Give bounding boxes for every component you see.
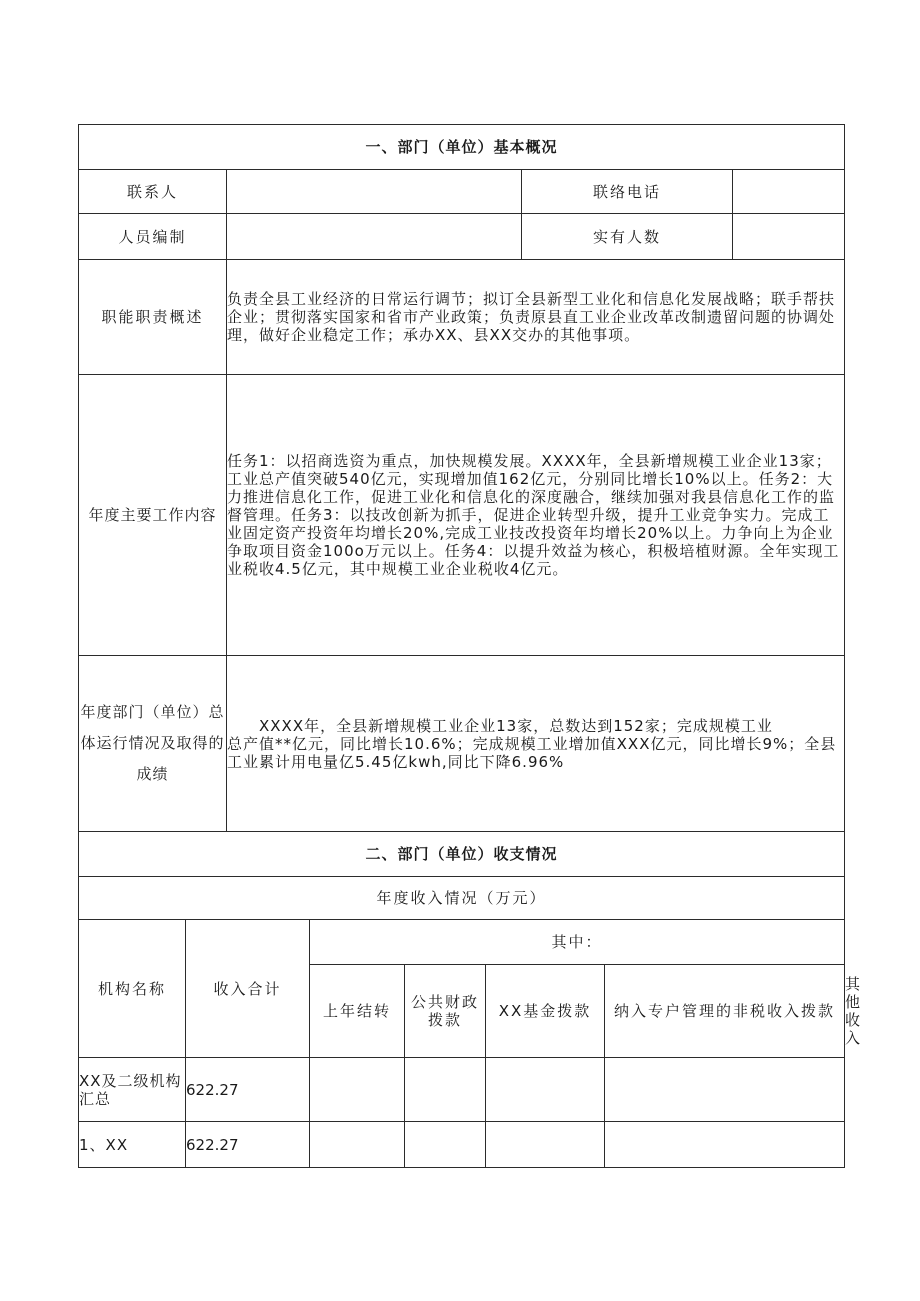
duties-text: 负责全县工业经济的日常运行调节；拟订全县新型工业化和信息化发展战略；联手帮扶企业；贯彻落实国家和省市产业政策；负责原县直工业企业改革改制遗留问题的协调处理，做好企业稳定工作；承办XX、县XX交办的其他事项。 — [227, 260, 845, 375]
summary-line-3: 工业累计用电量亿5.45亿kwh,同比下降6.96% — [227, 752, 565, 771]
col-income-total: 收入合计 — [186, 920, 310, 1058]
row-public-finance[interactable] — [405, 1058, 486, 1122]
col-nontax: 纳入专户管理的非税收入拨款 — [605, 965, 845, 1058]
actual-staff-label: 实有人数 — [522, 214, 733, 260]
income-caption: 年度收入情况（万元） — [79, 877, 845, 920]
staffing-value-cell[interactable] — [227, 214, 522, 260]
row-carryover[interactable] — [310, 1122, 405, 1168]
col-carryover: 上年结转 — [310, 965, 405, 1058]
table-row — [79, 1058, 845, 1122]
phone-value-cell[interactable] — [733, 170, 845, 214]
department-overview-table: 一、部门（单位）基本概况 联系人 联络电话 人员编制 实有人数 职能职责概述 负责全县工业经济的日常运行调节；拟订全县新型工业化和信息化发展战略；联手帮扶企业；贯彻落实国家和省市产业政策；负责原县直工业企业改革改制遗留问题的协调处理，做好企业稳定工作；承办XX、县XX交办的其他事项。 年度主要工作内容 任务1：以招商选资为重点，加快规模发展。XXXX年，全县新增规模工业企业13家；工业总产值突破540亿元，实现增加值162亿元，分别同比增长10%以上。任务2：大力推进信息化工作，促进工业化和信息化的深度融合，继续加强对我县信息化工作的监督管理。任务3：以技改创新为抓手，促进企业转型升级，提升工业竞争实力。完成工业固定资产投资年均增长20%,完成工业技改投资年均增长20%以上。力争向上为企业争取项目资金100o万元以上。任务4：以提升效益为核心，积极培植财源。全年实现工业税收4.5亿元，其中规模工业企业税收4亿元。 年度部门（单位）总体运行情况及取得的成绩 XXXX年，全县新增规模工业企业13家，总数达到152家；完成规模工业 总产值**亿元，同比增长10.6%；完成规模工业增加值XXX亿元，同比增长9%；全县 工业累计用电量亿5.45亿kwh,同比下降6.96% 二、部门（单位）收支情况 年度收入情况（万元） 机构名称 收入合计 其中： 上年结转 公共财政拨款 XX基金拨款 纳入专户管理的非税收入拨款 其他收入 XX及二级机构汇总 622.27 1、XX 622.27 — [78, 124, 845, 1168]
summary-label: 年度部门（单位）总体运行情况及取得的成绩 — [79, 656, 227, 832]
row-income-total: 622.27 — [186, 1122, 310, 1168]
summary-text-cell — [227, 656, 845, 832]
row-nontax[interactable] — [605, 1122, 845, 1168]
row-carryover[interactable] — [310, 1058, 405, 1122]
summary-line-2: 总产值**亿元，同比增长10.6%；完成规模工业增加值XXX亿元，同比增长9%；全县 — [227, 734, 837, 753]
section2-title: 二、部门（单位）收支情况 — [79, 832, 845, 877]
col-fund: XX基金拨款 — [486, 965, 605, 1058]
phone-label: 联络电话 — [522, 170, 733, 214]
row-public-finance[interactable] — [405, 1122, 486, 1168]
actual-staff-value-cell[interactable] — [733, 214, 845, 260]
annual-work-label: 年度主要工作内容 — [79, 375, 227, 656]
row-nontax[interactable] — [605, 1058, 845, 1122]
staffing-label: 人员编制 — [79, 214, 227, 260]
row-income-total: 622.27 — [186, 1058, 310, 1122]
row-org-name: XX及二级机构汇总 — [79, 1058, 186, 1122]
duties-label: 职能职责概述 — [79, 260, 227, 375]
table-row — [79, 1122, 845, 1168]
summary-line-1: XXXX年，全县新增规模工业企业13家，总数达到152家；完成规模工业 — [259, 716, 773, 735]
col-of-which: 其中： — [310, 920, 845, 965]
contact-label: 联系人 — [79, 170, 227, 214]
col-org-name: 机构名称 — [79, 920, 186, 1058]
row-fund[interactable] — [486, 1058, 605, 1122]
contact-value-cell[interactable] — [227, 170, 522, 214]
annual-work-text: 任务1：以招商选资为重点，加快规模发展。XXXX年，全县新增规模工业企业13家；工业总产值突破540亿元，实现增加值162亿元，分别同比增长10%以上。任务2：大力推进信息化工作，促进工业化和信息化的深度融合，继续加强对我县信息化工作的监督管理。任务3：以技改创新为抓手，促进企业转型升级，提升工业竞争实力。完成工业固定资产投资年均增长20%,完成工业技改投资年均增长20%以上。力争向上为企业争取项目资金100o万元以上。任务4：以提升效益为核心，积极培植财源。全年实现工业税收4.5亿元，其中规模工业企业税收4亿元。 — [227, 375, 845, 656]
col-public-finance: 公共财政拨款 — [405, 965, 486, 1058]
section1-title: 一、部门（单位）基本概况 — [79, 125, 845, 170]
row-fund[interactable] — [486, 1122, 605, 1168]
row-org-name: 1、XX — [79, 1122, 186, 1168]
